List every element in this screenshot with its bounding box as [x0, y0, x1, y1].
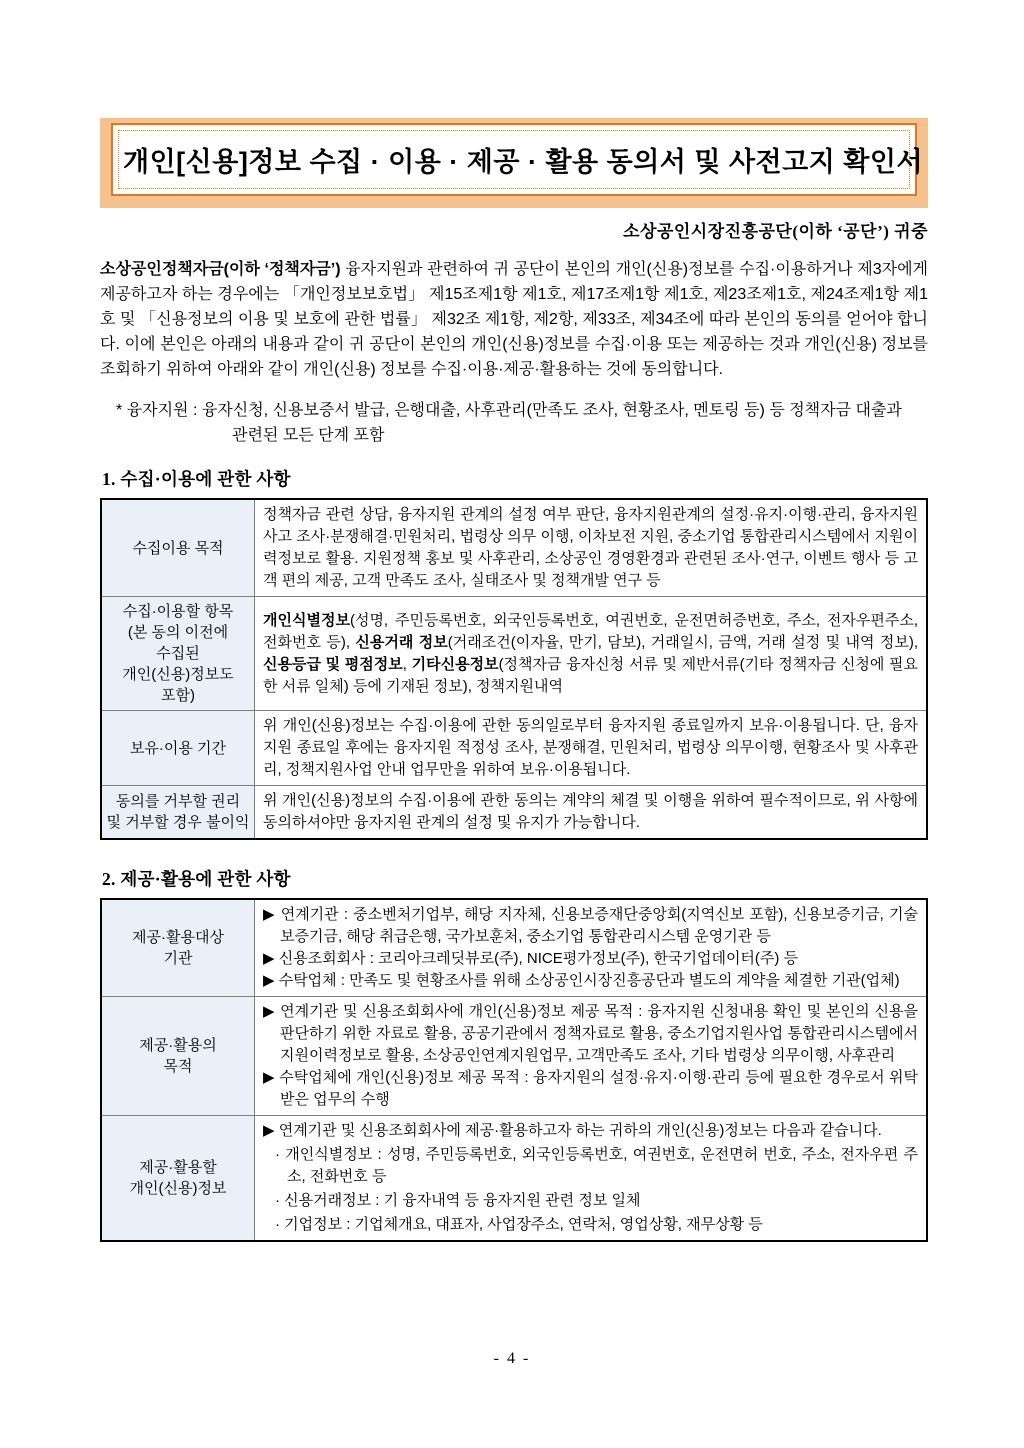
cell-paragraph: [263, 790, 918, 834]
text-segment: 신용거래 정보: [355, 633, 448, 651]
row-header-cell: 보유·이용 기간: [101, 711, 255, 786]
provision-use-table: [100, 898, 928, 1242]
cell-paragraph: [263, 904, 918, 948]
recipient-line: 소상공인시장진흥공단(이하 ‘공단’) 귀중: [623, 222, 928, 241]
intro-paragraph: [100, 257, 928, 382]
text-segment: ▶ 신용조회회사 : 코리아크레딧뷰로(주), NICE평가정보(주), 한국기업데이터(주) 등: [263, 950, 799, 967]
cell-paragraph: [263, 970, 918, 992]
row-header-cell: 동의를 거부할 권리 및 거부할 경우 불이익: [101, 786, 255, 840]
text-segment: 신용등급 및 평점정보: [263, 655, 403, 673]
title-box-frame: [111, 123, 924, 196]
collection-use-table: [100, 498, 928, 840]
text-segment: ▶ 수탁업체 : 만족도 및 현황조사를 위해 소상공인시장진흥공단과 별도의 계약을 체결한 기관(업체): [263, 972, 900, 989]
row-header-cell: 제공·활용할 개인(신용)정보: [101, 1116, 255, 1242]
row-header-cell: 수집이용 목적: [101, 499, 255, 597]
text-segment: 기타신용정보: [411, 655, 499, 673]
section-heading-provision: 2. 제공·활용에 관한 사항: [102, 869, 291, 889]
document-content: [100, 118, 928, 1242]
cell-paragraph: [263, 1214, 918, 1236]
star-note: * 융자지원 : 융자신청, 신용보증서 발급, 은행대출, 사후관리(만족도 조사, 현황조사, 멘토링 등) 등 정책자금 대출과 관련된 모든 단계 포함: [116, 402, 902, 444]
cell-paragraph: [263, 1001, 918, 1067]
text-segment: ▶ 연계기관 및 신용조회회사에 개인(신용)정보 제공 목적 : 융자지원 신청내용 확인 및 본인의 신용을 판단하기 위한 자료로 활용, 공공기관에서 정책자료로 활용, 중소기업지원사업 통합관리시스템에서 지원이력정보로 활용, 소상공인연계지원업무, 고객만족도 조사, 기타 법령상 의무이행, 사후관리: [263, 1003, 918, 1064]
row-header-cell: 제공·활용대상 기관: [101, 899, 255, 997]
cell-paragraph: [263, 1190, 918, 1212]
row-content-cell: [255, 499, 928, 597]
cell-paragraph: [263, 1144, 918, 1188]
text-segment: ▶ 연계기관 및 신용조회회사에 제공·활용하고자 하는 귀하의 개인(신용)정보는 다음과 같습니다.: [263, 1122, 882, 1139]
text-segment: ▶ 수탁업체에 개인(신용)정보 제공 목적 : 융자지원의 설정·유지·이행·관리 등에 필요한 경우로서 위탁 받은 업무의 수행: [263, 1069, 918, 1108]
text-segment: 정책자금 관련 상담, 융자지원 관계의 설정 여부 판단, 융자지원관계의 설정·유지·이행·관리, 융자지원사고 조사·분쟁해결·민원처리, 법령상 의무 이행, 이차보전 지원, 중소기업 통합관리시스템에서 지원이력정보로 활용. 지원정책 홍보 및 사후관리, 소상공인 경영환경과 관련된 조사·연구, 이벤트 행사 등 고객 편의 제공, 고객 만족도 조사, 실태조사 및 정책개발 연구 등: [263, 506, 918, 589]
title-box: [100, 118, 928, 208]
table-row: [101, 499, 927, 597]
row-content-cell: [255, 597, 928, 711]
row-header-cell: 제공·활용의 목적: [101, 997, 255, 1116]
text-segment: 소상공인정책자금(이하 ‘정책자금’): [100, 261, 341, 278]
text-segment: · 신용거래정보 : 기 융자내역 등 융자지원 관련 정보 일체: [275, 1192, 641, 1209]
row-content-cell: [255, 899, 928, 997]
text-segment: (거래조건(이자율, 만기, 담보), 거래일시, 금액, 거래 설정 및 내역 정보),: [447, 633, 919, 651]
page-number: - 4 -: [493, 1350, 531, 1367]
table-row: [101, 711, 927, 786]
section-heading-collection: 1. 수집·이용에 관한 사항: [102, 469, 291, 489]
cell-paragraph: [263, 1120, 918, 1142]
row-header-cell: 수집·이용할 항목 (본 동의 이전에 수집된 개인(신용)정보도 포함): [101, 597, 255, 711]
table-row: [101, 1116, 927, 1242]
text-segment: ▶ 연계기관 : 중소벤처기업부, 해당 지자체, 신용보증재단중앙회(지역신보 포함), 신용보증기금, 기술보증기금, 해당 취급은행, 국가보훈처, 중소기업 통합관리시스템 운영기관 등: [263, 906, 918, 945]
row-content-cell: [255, 997, 928, 1116]
table-row: [101, 899, 927, 997]
text-segment: · 기업정보 : 기업체개요, 대표자, 사업장주소, 연락처, 영업상황, 재무상황 등: [275, 1216, 763, 1233]
cell-paragraph: [263, 610, 918, 698]
text-segment: (성명, 주민등록번호, 외국인등록번호, 여권번호, 운전면허증번호, 주소, 전자우편주소, 전화번호 등),: [263, 611, 918, 651]
row-content-cell: [255, 786, 928, 840]
table-row: [101, 997, 927, 1116]
page-title: 개인[신용]정보 수집 · 이용 · 제공 · 활용 동의서 및 사전고지 확인서: [123, 147, 924, 177]
title-box-dotted-frame: [118, 130, 924, 189]
text-segment: 융자지원과 관련하여 귀 공단이 본인의 개인(신용)정보를 수집·이용하거나 제3자에게 제공하고자 하는 경우에는 「개인정보보호법」 제15조제1항 제1호, 제17조제1항 제1호, 제23조제1호, 제24조제1항 제1호 및 「신용정보의 이용 및 보호에 관한 법률」 제32조 제1항, 제2항, 제33조, 제34조에 따라 본인의 동의를 얻어야 합니다. 이에 본인은 아래의 내용과 같이 귀 공단이 본인의 개인(신용)정보를 수집·이용 또는 제공하는 것과 개인(신용) 정보를 조회하기 위하여 아래와 같이 개인(신용) 정보를 수집·이용·제공·활용하는 것에 동의합니다.: [100, 261, 928, 378]
cell-paragraph: [263, 504, 918, 592]
table-row: [101, 786, 927, 840]
cell-paragraph: [263, 948, 918, 970]
cell-paragraph: [263, 1067, 918, 1111]
text-segment: 위 개인(신용)정보의 수집·이용에 관한 동의는 계약의 체결 및 이행을 위하여 필수적이므로, 위 사항에 동의하셔야만 융자지원 관계의 설정 및 유지가 가능합니다.: [263, 792, 918, 831]
text-segment: 위 개인(신용)정보는 수집·이용에 관한 동의일로부터 융자지원 종료일까지 보유·이용됩니다. 단, 융자지원 종료일 후에는 융자지원 적정성 조사, 분쟁해결, 민원처리, 법령상 의무이행, 현황조사 및 사후관리, 정책지원사업 안내 업무만을 위하여 보유·이용됩니다.: [263, 717, 918, 778]
text-segment: 개인식별정보: [263, 611, 350, 629]
text-segment: (정책자금 융자신청 서류 및 제반서류(기타 정책자금 신청에 필요한 서류 일체) 등에 기재된 정보), 정책지원내역: [263, 655, 919, 695]
text-segment: · 개인식별정보 : 성명, 주민등록번호, 외국인등록번호, 여권번호, 운전면허 번호, 주소, 전자우편 주소, 전화번호 등: [275, 1146, 918, 1185]
row-content-cell: [255, 711, 928, 786]
cell-paragraph: [263, 715, 918, 781]
table-row: [101, 597, 927, 711]
text-segment: ,: [402, 655, 412, 673]
row-content-cell: [255, 1116, 928, 1242]
